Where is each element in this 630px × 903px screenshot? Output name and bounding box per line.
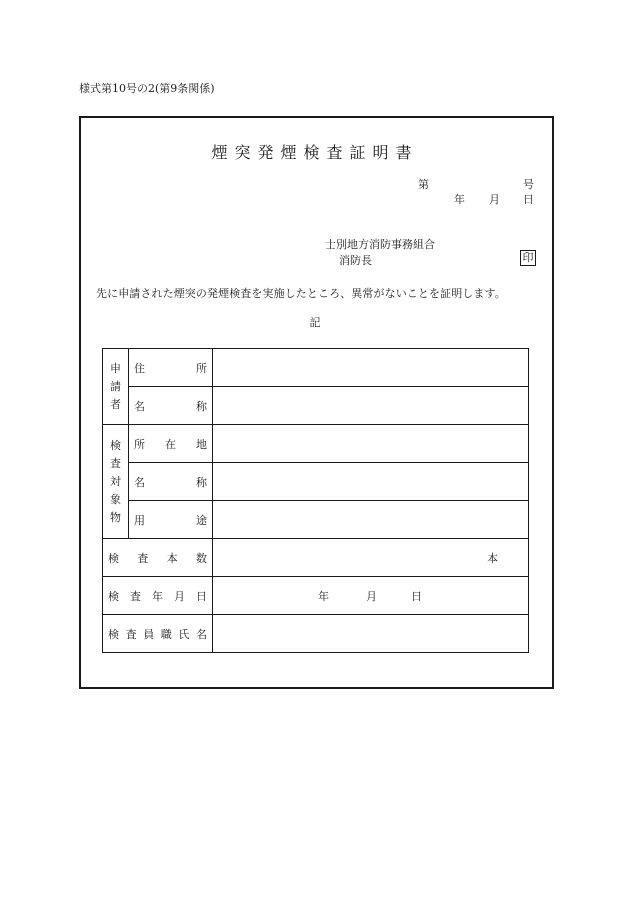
detail-table	[102, 348, 529, 653]
inspector-label: 検 査 員 職 氏 名	[103, 615, 213, 653]
applicant-address-label: 住 所	[129, 349, 213, 387]
issuer-organization: 士別地方消防事務組合	[325, 238, 435, 251]
inspector-field[interactable]	[213, 615, 529, 653]
seal-mark: 印	[520, 250, 536, 266]
inspection-date-label: 検 査 年 月 日	[103, 577, 213, 615]
document-title: 煙突発煙検査証明書	[211, 143, 419, 162]
object-group-label: 検 査 対 象 物	[103, 425, 129, 539]
object-name-label: 名 称	[129, 463, 213, 501]
object-location-label: 所 在 地	[129, 425, 213, 463]
inspection-date-year: 年	[318, 589, 329, 603]
date-year-label: 年	[454, 193, 465, 206]
applicant-group-label: 申 請 者	[103, 349, 129, 425]
count-unit: 本	[487, 551, 498, 565]
object-location-field[interactable]	[213, 425, 529, 463]
date-day-label: 日	[523, 193, 534, 206]
inspection-date-field[interactable]	[213, 577, 529, 615]
applicant-name-field[interactable]	[213, 387, 529, 425]
object-use-label: 用 途	[129, 501, 213, 539]
inspection-date-day: 日	[411, 589, 422, 603]
certification-statement: 先に申請された煙突の発煙検査を実施したところ、異常がないことを証明します。	[96, 287, 506, 300]
applicant-name-label: 名 称	[129, 387, 213, 425]
ki-heading: 記	[309, 316, 321, 329]
number-prefix: 第	[418, 178, 429, 191]
object-use-field[interactable]	[213, 501, 529, 539]
issuer-chief: 消防長	[339, 254, 372, 267]
form-label: 様式第10号の2(第9条関係)	[79, 82, 215, 95]
inspection-count-label: 検 査 本 数	[103, 539, 213, 577]
object-name-field[interactable]	[213, 463, 529, 501]
inspection-date-month: 月	[366, 589, 377, 603]
inspection-count-field[interactable]	[213, 539, 529, 577]
number-suffix: 号	[523, 178, 534, 191]
date-month-label: 月	[489, 193, 500, 206]
applicant-address-field[interactable]	[213, 349, 529, 387]
